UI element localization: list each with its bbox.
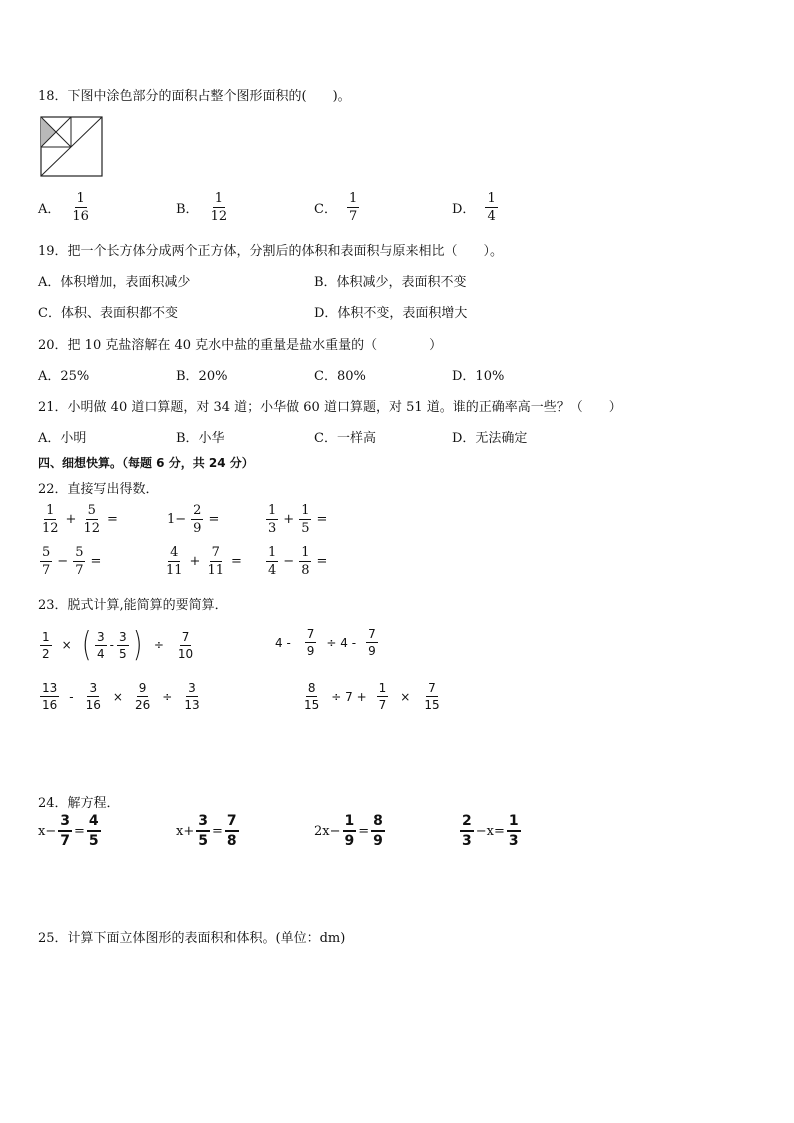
right-paren: ) <box>132 625 142 665</box>
equation-24-3: 2x− $\frac{1}{9}$ = $\frac{8}{9}$ <box>314 813 383 849</box>
question-25-stem: 25．计算下面立体图形的表面积和体积。(单位：dm) <box>38 931 346 946</box>
expr-22-1: $\frac{1}{12}$ + $\frac{5}{12}$ = <box>42 503 118 536</box>
option-20-a[interactable]: A．25% <box>38 369 90 384</box>
expr-22-4: $\frac{5}{7}$ − $\frac{5}{7}$ = <box>42 545 102 578</box>
expr-23-1: $\frac{1}{2}$ × ( $\frac{3}{4}$ - $\frac{3}{5}$ ) ÷ $\frac{7}{10}$ <box>42 625 194 665</box>
equation-24-1: x− $\frac{3}{7}$ = $\frac{4}{5}$ <box>38 813 99 849</box>
expr-22-5: $\frac{4}{11}$ + $\frac{7}{11}$ = <box>166 545 242 578</box>
fraction: $\frac{7}{8}$ <box>226 813 237 849</box>
fraction: $\frac{7}{15}$ <box>424 681 440 712</box>
option-19-d[interactable]: D．体积不变，表面积增大 <box>314 306 468 321</box>
option-letter: B． <box>176 202 199 217</box>
fraction: $\frac{1}{4}$ <box>487 191 496 224</box>
option-18-c[interactable] <box>314 192 361 223</box>
equation-24-4: $\frac{2}{3}$ −x= $\frac{1}{3}$ <box>462 813 519 849</box>
fraction: $\frac{7}{9}$ <box>306 627 315 658</box>
fraction: $\frac{8}{15}$ <box>304 681 320 712</box>
question-22-stem: 22．直接写出得数． <box>38 482 159 497</box>
fraction: $\frac{3}{4}$ <box>96 629 105 661</box>
expr-22-6: $\frac{1}{4}$ − $\frac{1}{8}$ = <box>268 545 328 578</box>
fraction: $\frac{2}{3}$ <box>462 813 472 849</box>
fraction: $\frac{5}{7}$ <box>42 545 51 578</box>
option-18-d[interactable] <box>452 192 500 223</box>
expr-22-3: $\frac{1}{3}$ + $\frac{1}{5}$ = <box>268 503 328 536</box>
fraction: $\frac{4}{5}$ <box>88 813 99 849</box>
option-19-a[interactable]: A．体积增加，表面积减少 <box>38 275 191 290</box>
fraction: $\frac{1}{3}$ <box>268 503 277 536</box>
equation-24-2: x+ $\frac{3}{5}$ = $\frac{7}{8}$ <box>176 813 237 849</box>
fraction: $\frac{8}{9}$ <box>373 813 383 849</box>
option-19-b[interactable]: B．体积减少，表面积不变 <box>314 275 467 290</box>
question-21-stem: 21．小明做 40 道口算题，对 34 道；小华做 60 道口算题，对 51 道。谁的正确率高一些？（ ） <box>38 400 622 415</box>
fraction: $\frac{1}{9}$ <box>344 813 355 849</box>
fraction: $\frac{3}{5}$ <box>198 813 208 849</box>
left-paren: ( <box>81 625 91 665</box>
fraction: $\frac{3}{5}$ <box>118 629 127 661</box>
fraction: $\frac{5}{7}$ <box>75 545 84 578</box>
fraction: $\frac{1}{5}$ <box>301 503 310 536</box>
fraction: $\frac{1}{12}$ <box>210 191 228 224</box>
expr-23-3: $\frac{13}{16}$ - $\frac{3}{16}$ × $\frac{9}{26}$ ÷ $\frac{3}{13}$ <box>42 681 200 712</box>
fraction: $\frac{4}{11}$ <box>166 545 183 578</box>
fraction: $\frac{7}{9}$ <box>368 627 376 658</box>
expr-23-4: $\frac{8}{15}$ ÷ 7 + $\frac{1}{7}$ × $\frac{7}{15}$ <box>304 681 440 712</box>
option-21-c[interactable]: C．一样高 <box>314 431 376 446</box>
option-19-c[interactable]: C．体积、表面积都不变 <box>38 306 178 321</box>
fraction: $\frac{1}{7}$ <box>348 191 358 224</box>
option-21-b[interactable]: B．小华 <box>176 431 225 446</box>
option-letter: C． <box>314 202 337 217</box>
question-20-stem: 20．把 10 克盐溶解在 40 克水中盐的重量是盐水重量的（ ） <box>38 338 443 353</box>
fraction: $\frac{3}{7}$ <box>60 813 70 849</box>
expr-23-2: 4 - $\frac{7}{9}$ ÷ 4 - $\frac{7}{9}$ <box>275 627 376 658</box>
fraction: $\frac{5}{12}$ <box>83 503 100 536</box>
fraction: $\frac{9}{26}$ <box>134 681 151 712</box>
fraction: $\frac{7}{10}$ <box>177 629 194 661</box>
option-21-a[interactable]: A．小明 <box>38 431 87 446</box>
question-23-stem: 23．脱式计算,能简算的要简算． <box>38 598 228 613</box>
fraction: $\frac{3}{16}$ <box>85 681 101 712</box>
option-20-c[interactable]: C．80% <box>314 369 366 384</box>
option-20-d[interactable]: D．10% <box>452 369 505 384</box>
fraction: $\frac{7}{11}$ <box>207 545 224 578</box>
option-18-b[interactable] <box>176 192 231 223</box>
option-letter: A． <box>38 202 61 217</box>
expr-22-2: 1− $\frac{2}{9}$ = <box>167 503 220 536</box>
section-heading: 四、细想快算。（每题 6 分，共 24 分） <box>38 456 254 470</box>
fraction: $\frac{1}{2}$ <box>42 629 50 661</box>
question-18-stem: 18．下图中涂色部分的面积占整个图形面积的( )。 <box>38 89 351 104</box>
option-letter: D． <box>452 202 476 217</box>
option-21-d[interactable]: D．无法确定 <box>452 431 528 446</box>
fraction: $\frac{1}{7}$ <box>378 681 387 712</box>
option-18-a[interactable] <box>38 192 93 223</box>
fraction: $\frac{1}{12}$ <box>42 503 59 536</box>
fraction: $\frac{2}{9}$ <box>193 503 202 536</box>
fraction: $\frac{3}{13}$ <box>184 681 200 712</box>
question-24-stem: 24．解方程． <box>38 796 120 811</box>
fraction: $\frac{1}{8}$ <box>301 545 310 578</box>
fraction: $\frac{1}{3}$ <box>508 813 519 849</box>
fraction: $\frac{1}{16}$ <box>72 191 89 224</box>
fraction: $\frac{13}{16}$ <box>42 681 58 712</box>
question-19-stem: 19．把一个长方体分成两个正方体，分割后的体积和表面积与原来相比（ ）。 <box>38 244 504 259</box>
square-figure <box>40 116 104 178</box>
option-20-b[interactable]: B．20% <box>176 369 228 384</box>
fraction: $\frac{1}{4}$ <box>268 545 277 578</box>
